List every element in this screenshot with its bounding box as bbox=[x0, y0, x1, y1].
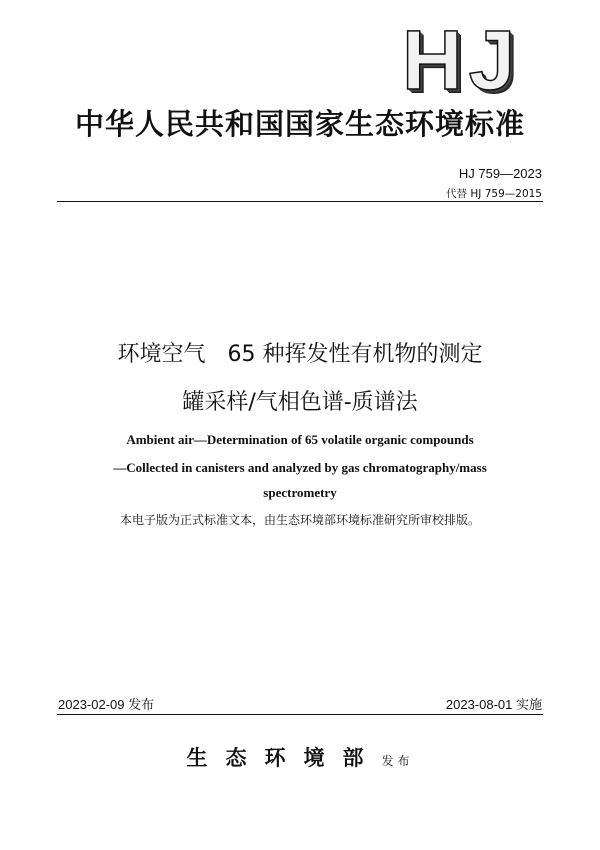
edition-note: 本电子版为正式标准文本，由生态环境部环境标准研究所审校排版。 bbox=[119, 513, 480, 527]
issue-date: 2023-02-09 发布 bbox=[58, 697, 155, 712]
publisher-row bbox=[0, 742, 600, 772]
bottom-divider bbox=[57, 714, 543, 715]
english-title-line-3: spectrometry bbox=[263, 485, 337, 500]
hj-logo bbox=[402, 13, 532, 107]
hj-logo-text: HJ bbox=[402, 13, 522, 107]
organization-title: 中华人民共和国国家生态环境标准 bbox=[74, 107, 525, 141]
english-title-line-2: —Collected in canisters and analyzed by gas chromatography/mass bbox=[113, 460, 487, 475]
publisher-name: 生态环境部 bbox=[186, 745, 382, 770]
publish-suffix: 发布 bbox=[381, 754, 414, 768]
chinese-title-line-1: 环境空气 65 种挥发性有机物的测定 bbox=[117, 342, 483, 367]
english-title-line-1: Ambient air—Determination of 65 volatile organic compounds bbox=[126, 432, 474, 447]
standard-number: HJ 759—2023 bbox=[458, 166, 542, 181]
top-divider bbox=[57, 201, 543, 202]
chinese-title-line-2: 罐采样/气相色谱-质谱法 bbox=[182, 390, 418, 415]
replaces-standard: 代替 HJ 759—2015 bbox=[446, 188, 542, 200]
implementation-date: 2023-08-01 实施 bbox=[445, 697, 542, 712]
